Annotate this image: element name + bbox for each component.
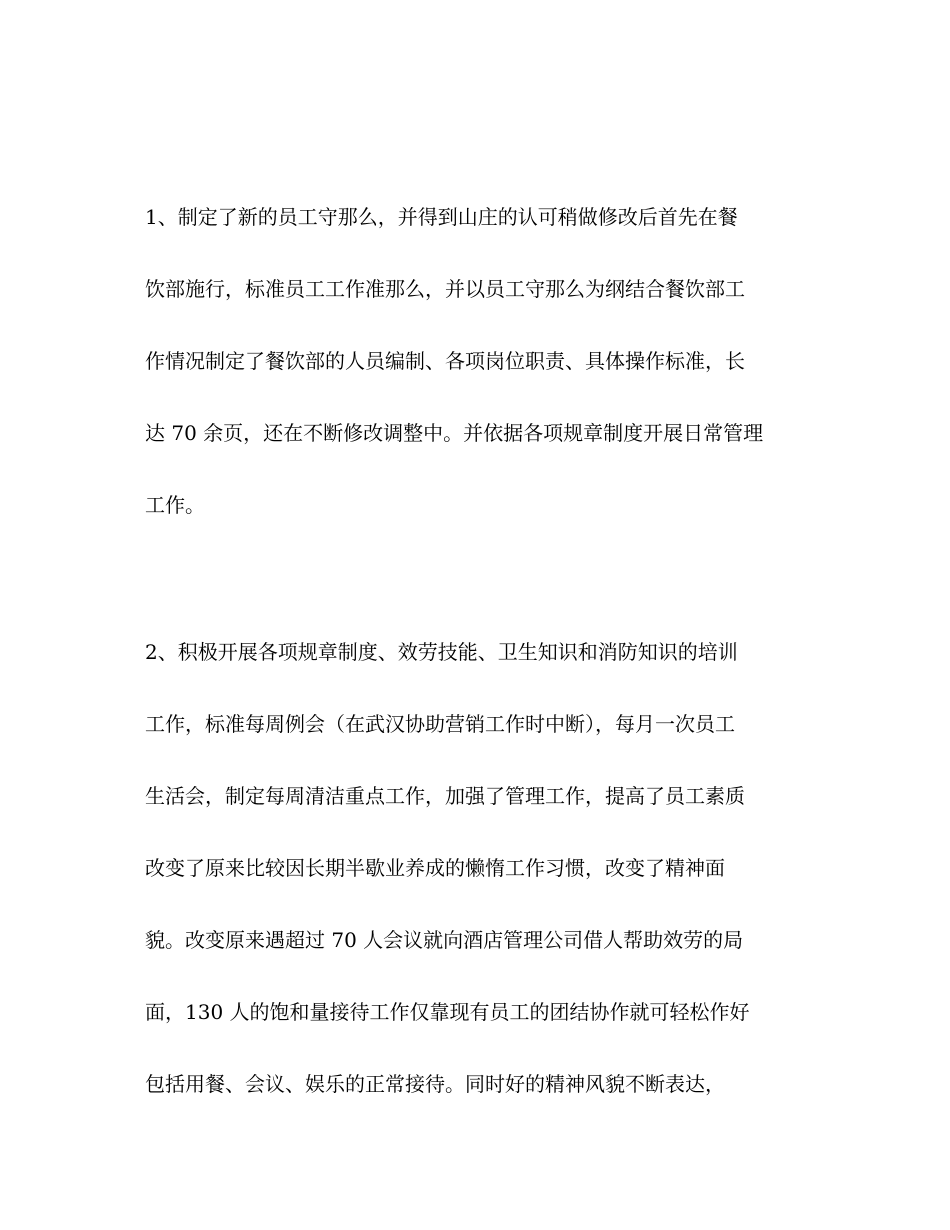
text-line: 达 70 余页，还在不断修改调整中。并依据各项规章制度开展日常管理 (145, 421, 764, 445)
paragraph-2 (145, 616, 815, 1120)
text-line: 工作。 (145, 493, 205, 517)
paragraph-1 (145, 181, 815, 541)
text-line: 饮部施行，标准员工工作准那么，并以员工守那么为纲结合餐饮部工 (145, 277, 745, 301)
text-line: 包括用餐、会议、娱乐的正常接待。同时好的精神风貌不断表达， (145, 1072, 725, 1096)
text-line: 2、积极开展各项规章制度、效劳技能、卫生知识和消防知识的培训 (145, 640, 738, 664)
text-line: 1、制定了新的员工守那么，并得到山庄的认可稍做修改后首先在餐 (145, 205, 738, 229)
text-line: 生活会，制定每周清洁重点工作，加强了管理工作，提高了员工素质 (145, 784, 745, 808)
text-line: 面，130 人的饱和量接待工作仅靠现有员工的团结协作就可轻松作好 (145, 1000, 750, 1024)
text-line: 工作，标准每周例会（在武汉协助营销工作时中断），每月一次员工 (145, 712, 735, 736)
text-line: 作情况制定了餐饮部的人员编制、各项岗位职责、具体操作标准，长 (145, 349, 745, 373)
text-line: 貌。改变原来遇超过 70 人会议就向酒店管理公司借人帮助效劳的局 (145, 928, 744, 952)
text-line: 改变了原来比较因长期半歇业养成的懒惰工作习惯，改变了精神面 (145, 856, 725, 880)
